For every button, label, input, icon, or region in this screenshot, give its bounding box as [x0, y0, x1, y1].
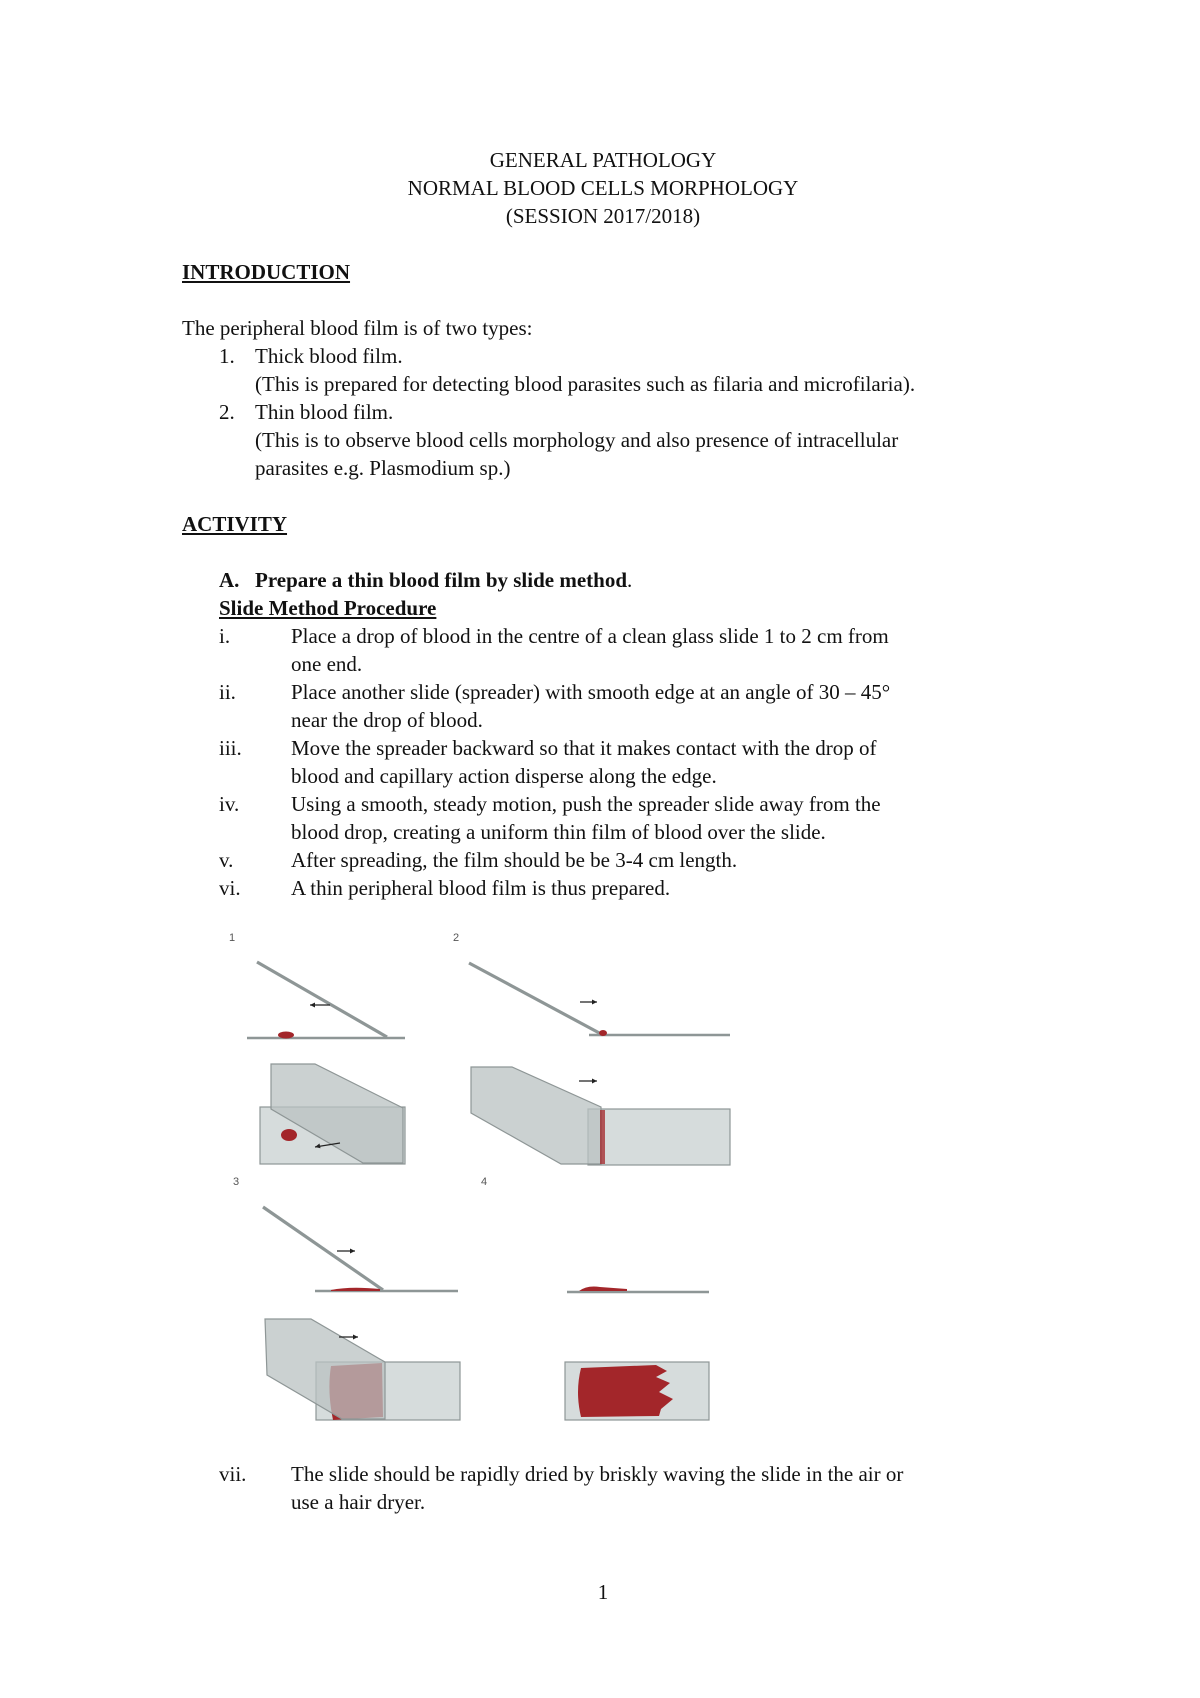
arrow-right-icon [579, 1079, 597, 1084]
base-slide [588, 1109, 730, 1165]
step-number: i. [219, 624, 231, 648]
step-text: Place a drop of blood in the centre of a clean glass slide 1 to 2 cm from [291, 624, 889, 648]
spreader-slide [257, 962, 387, 1037]
blood-line [600, 1110, 605, 1164]
step-number: iii. [219, 736, 242, 760]
panel-3-top-view [265, 1319, 460, 1420]
panel-1-side-view [247, 962, 405, 1039]
arrow-right-icon [337, 1249, 355, 1254]
panel-2-side-view [469, 963, 730, 1036]
blood-film [579, 1287, 627, 1292]
step-number: vi. [219, 876, 241, 900]
step-number: iv. [219, 792, 240, 816]
list-item-description: (This is prepared for detecting blood parasites such as filaria and microfilaria). [255, 372, 916, 396]
step-text: Using a smooth, steady motion, push the spreader slide away from the [291, 792, 881, 816]
introduction-heading: INTRODUCTION [182, 260, 351, 284]
list-item-description: parasites e.g. Plasmodium sp.) [255, 456, 511, 480]
arrow-right-icon [580, 1000, 597, 1005]
panel-3-side-view [263, 1207, 458, 1291]
page-number: 1 [597, 1580, 609, 1604]
document-subtitle: NORMAL BLOOD CELLS MORPHOLOGY [407, 176, 799, 200]
session-label: (SESSION 2017/2018) [505, 204, 701, 228]
slide-method-illustration [215, 925, 745, 1435]
list-item-number: 1. [219, 344, 235, 368]
section-title-period: . [627, 568, 633, 592]
step-number: v. [219, 848, 234, 872]
spreader-slide [469, 963, 603, 1035]
panel-number-1: 1 [229, 932, 236, 944]
step-number: ii. [219, 680, 236, 704]
section-label: A. [219, 568, 240, 592]
spreader-slide [265, 1319, 385, 1419]
step-text: blood drop, creating a uniform thin film of blood over the slide. [291, 820, 826, 844]
procedure-heading: Slide Method Procedure [219, 596, 437, 620]
step-text: blood and capillary action disperse along the edge. [291, 764, 717, 788]
step-text: one end. [291, 652, 363, 676]
section-title-text: Prepare a thin blood film by slide method [255, 568, 628, 592]
panel-2-top-view [471, 1067, 730, 1165]
panel-number-2: 2 [453, 932, 460, 944]
document-title: GENERAL PATHOLOGY [489, 148, 717, 172]
blood-drop [599, 1030, 607, 1036]
panel-1-top-view [260, 1064, 405, 1164]
activity-heading: ACTIVITY [182, 512, 288, 536]
intro-paragraph: The peripheral blood film is of two types: [182, 316, 533, 340]
list-item-description: (This is to observe blood cells morphology and also presence of intracellular [255, 428, 899, 452]
step-text: The slide should be rapidly dried by briskly waving the slide in the air or [291, 1462, 904, 1486]
step-text: Move the spreader backward so that it makes contact with the drop of [291, 736, 877, 760]
step-text: use a hair dryer. [291, 1490, 426, 1514]
step-number: vii. [219, 1462, 247, 1486]
step-text: After spreading, the film should be be 3-4 cm length. [291, 848, 738, 872]
blood-film [331, 1288, 380, 1291]
step-text: near the drop of blood. [291, 708, 483, 732]
panel-4-side-view [567, 1287, 709, 1293]
panel-4-top-view [565, 1362, 709, 1420]
list-item-number: 2. [219, 400, 235, 424]
blood-drop [281, 1129, 297, 1141]
panel-number-4: 4 [481, 1176, 488, 1188]
panel-number-3: 3 [233, 1176, 240, 1188]
section-title [255, 566, 632, 594]
blood-drop [278, 1032, 294, 1039]
step-text: Place another slide (spreader) with smooth edge at an angle of 30 – 45° [291, 680, 891, 704]
spreader-slide [263, 1207, 383, 1290]
list-item-title: Thin blood film. [255, 400, 394, 424]
blood-film-feathered [578, 1365, 673, 1417]
step-text: A thin peripheral blood film is thus prepared. [291, 876, 671, 900]
list-item-title: Thick blood film. [255, 344, 403, 368]
